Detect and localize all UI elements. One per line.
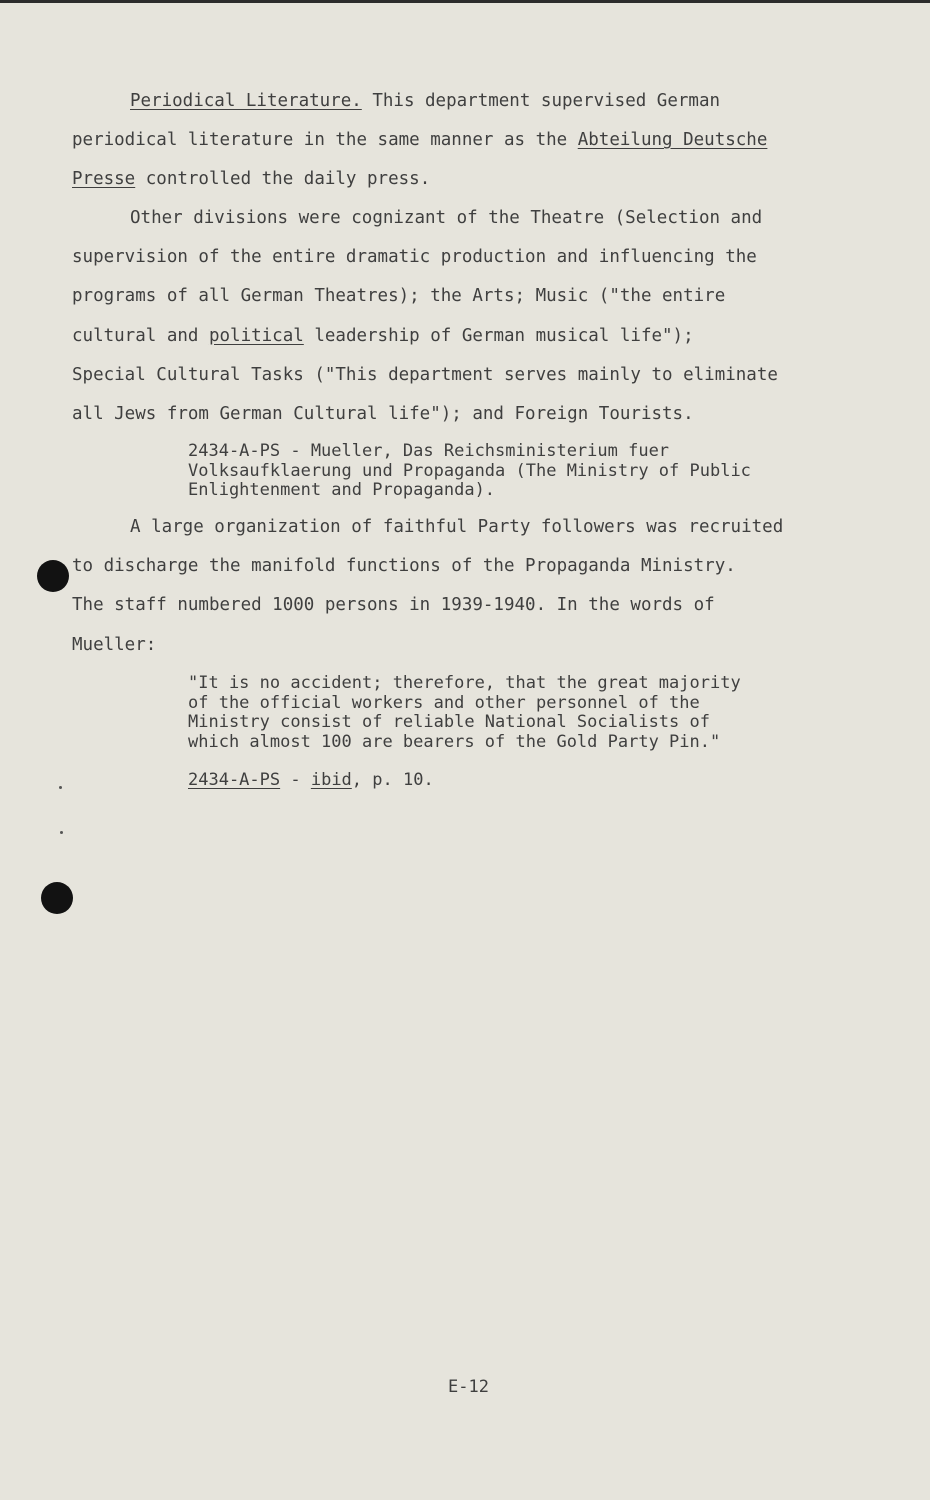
paragraph-periodical-literature — [72, 82, 862, 200]
punch-hole — [37, 560, 69, 592]
paragraph-line: supervision of the entire dramatic production and influencing the — [72, 247, 757, 268]
paragraph-line: Periodical Literature. This department supervised German — [130, 91, 721, 111]
paragraph-other-divisions — [72, 199, 862, 434]
paragraph-line: Presse controlled the daily press. — [72, 169, 431, 190]
paragraph-line: all Jews from German Cultural life"); and Foreign Tourists. — [72, 403, 694, 424]
citation-line: 2434-A-PS - Mueller, Das Reichsministerium fuer — [188, 441, 670, 461]
quote-line: which almost 100 are bearers of the Gold Party Pin." — [188, 731, 721, 752]
quote-line: of the official workers and other personnel of the — [188, 692, 700, 713]
citation-mueller — [188, 442, 751, 501]
paragraph-line: periodical literature in the same manner as the Abteilung Deutsche — [72, 130, 768, 151]
paragraph-party-followers — [72, 508, 862, 665]
paper-speck — [59, 786, 62, 789]
punch-hole — [41, 882, 73, 914]
page-top-edge — [0, 0, 930, 3]
paragraph-line: Mueller: — [72, 634, 157, 655]
block-quote — [188, 674, 741, 752]
paragraph-line: cultural and political leadership of German musical life"); — [72, 325, 694, 346]
paragraph-line: to discharge the manifold functions of the Propaganda Ministry. — [72, 556, 736, 577]
underlined-term: Presse — [72, 169, 136, 190]
quote-line: Ministry consist of reliable National Socialists of — [188, 712, 710, 732]
underlined-term: Abteilung Deutsche — [577, 130, 768, 151]
page-number: E-12 — [448, 1377, 489, 1397]
section-heading-periodical-literature: Periodical Literature. — [130, 91, 362, 111]
citation-ibid-term: ibid — [310, 770, 352, 790]
paragraph-line: Special Cultural Tasks ("This department serves mainly to eliminate — [72, 364, 778, 385]
citation-line: Enlightenment and Propaganda). — [188, 480, 496, 500]
citation-line: Volksaufklaerung und Propaganda (The Ministry of Public — [188, 460, 751, 481]
citation-doc-id: 2434-A-PS — [188, 770, 281, 790]
paragraph-line: Other divisions were cognizant of the Theatre (Selection and — [130, 208, 763, 228]
citation-separator: - — [280, 770, 311, 790]
citation-page-ref: , p. 10. — [351, 770, 434, 790]
underlined-term: political — [208, 325, 304, 346]
paragraph-line: programs of all German Theatres); the Arts; Music ("the entire — [72, 286, 726, 307]
paper-speck — [60, 831, 63, 834]
quote-line: "It is no accident; therefore, that the great majority — [188, 673, 741, 693]
paragraph-line: The staff numbered 1000 persons in 1939-1940. In the words of — [72, 595, 715, 616]
citation-ibid — [188, 771, 434, 791]
paragraph-line: A large organization of faithful Party followers was recruited — [130, 517, 784, 537]
